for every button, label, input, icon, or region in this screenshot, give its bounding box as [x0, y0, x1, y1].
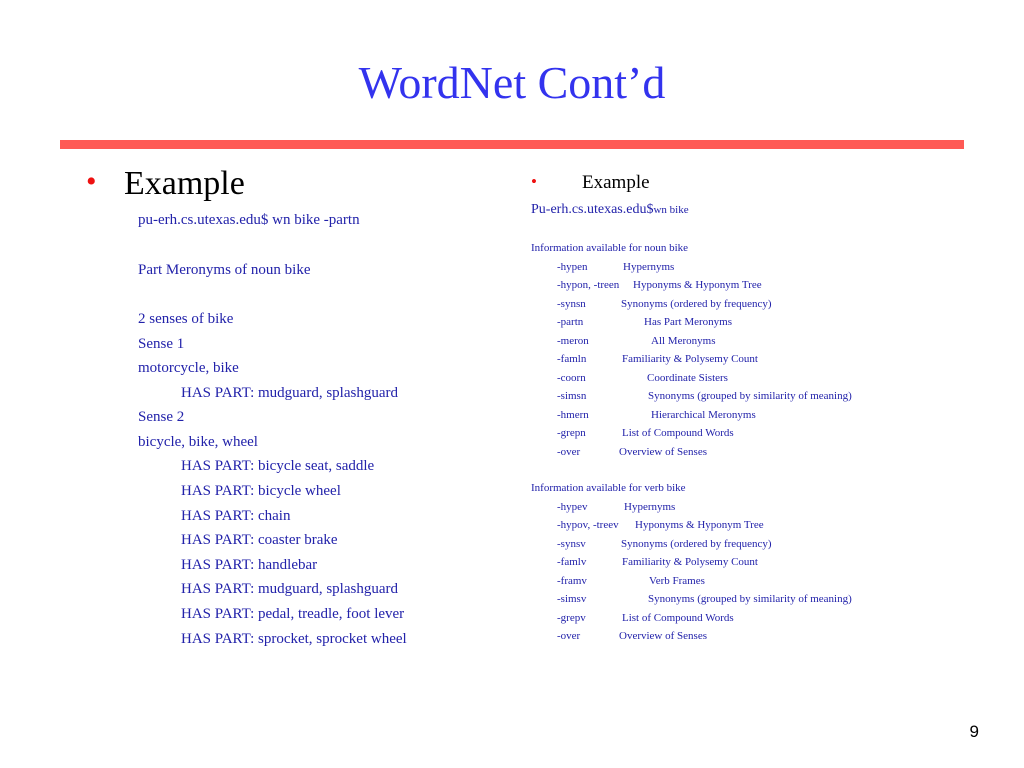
option-desc: Synonyms (grouped by similarity of meaning) — [648, 593, 852, 605]
option-desc: Hyponyms & Hyponym Tree — [633, 279, 762, 291]
has-part-line: HAS PART: mudguard, splashguard — [181, 581, 398, 597]
right-bullet-label: Example — [582, 172, 650, 193]
option-desc: Familiarity & Polysemy Count — [622, 353, 758, 365]
option-flag: -hypov, -treev — [557, 519, 619, 531]
option-flag: -over — [557, 446, 581, 458]
option-flag: -simsn — [557, 390, 587, 402]
option-flag: -meron — [557, 335, 589, 347]
sense-words: bicycle, bike, wheel — [138, 434, 258, 450]
noun-info-header: Information available for noun bike — [531, 242, 689, 254]
option-flag: -hmern — [557, 409, 589, 421]
option-flag: -synsv — [557, 538, 586, 550]
prompt-command: wn bike — [653, 204, 689, 216]
result-heading: Part Meronyms of noun bike — [138, 262, 311, 278]
option-desc: List of Compound Words — [622, 427, 734, 439]
option-desc: Hyponyms & Hyponym Tree — [635, 519, 764, 531]
option-desc: Hierarchical Meronyms — [651, 409, 756, 421]
sense-words: motorcycle, bike — [138, 360, 239, 376]
senses-count: 2 senses of bike — [138, 311, 234, 327]
option-desc: Overview of Senses — [619, 630, 707, 642]
option-desc: Familiarity & Polysemy Count — [622, 556, 758, 568]
title-divider — [60, 140, 964, 149]
option-flag: -framv — [557, 575, 587, 587]
option-flag: -coorn — [557, 372, 586, 384]
has-part-line: HAS PART: chain — [181, 508, 291, 524]
page-number: 9 — [969, 722, 979, 741]
has-part-line: HAS PART: mudguard, splashguard — [181, 385, 398, 401]
verb-info-header: Information available for verb bike — [531, 482, 686, 494]
has-part-line: HAS PART: bicycle wheel — [181, 483, 341, 499]
option-flag: -grepv — [557, 612, 586, 624]
option-desc: Synonyms (grouped by similarity of meaning) — [648, 390, 852, 402]
option-flag: -partn — [557, 316, 584, 328]
option-flag: -grepn — [557, 427, 586, 439]
slide-title: WordNet Cont’d — [358, 57, 666, 108]
option-flag: -famlv — [557, 556, 587, 568]
has-part-line: HAS PART: bicycle seat, saddle — [181, 458, 375, 474]
option-desc: Overview of Senses — [619, 446, 707, 458]
option-flag: -hypen — [557, 261, 588, 273]
option-desc: Synonyms (ordered by frequency) — [621, 298, 772, 310]
left-bullet-label: Example — [124, 165, 245, 202]
option-desc: Verb Frames — [649, 575, 705, 587]
option-flag: -hypev — [557, 501, 588, 513]
prompt-host: Pu-erh.cs.utexas.edu$ — [531, 202, 654, 217]
option-desc: Has Part Meronyms — [644, 316, 732, 328]
option-flag: -famln — [557, 353, 587, 365]
option-flag: -simsv — [557, 593, 587, 605]
option-desc: Hypernyms — [624, 501, 676, 513]
bullet-icon: • — [531, 172, 537, 191]
option-desc: Coordinate Sisters — [647, 372, 728, 384]
option-desc: List of Compound Words — [622, 612, 734, 624]
option-desc: All Meronyms — [651, 335, 716, 347]
option-desc: Hypernyms — [623, 261, 675, 273]
option-desc: Synonyms (ordered by frequency) — [621, 538, 772, 550]
option-flag: -hypon, -treen — [557, 279, 620, 291]
has-part-line: HAS PART: pedal, treadle, foot lever — [181, 606, 405, 622]
option-flag: -synsn — [557, 298, 586, 310]
bullet-icon: • — [86, 165, 97, 198]
right-command-line — [531, 201, 689, 219]
sense-label: Sense 2 — [138, 409, 185, 425]
has-part-line: HAS PART: sprocket, sprocket wheel — [181, 631, 407, 647]
has-part-line: HAS PART: coaster brake — [181, 532, 338, 548]
has-part-line: HAS PART: handlebar — [181, 557, 318, 573]
command-line: pu-erh.cs.utexas.edu$ wn bike -partn — [138, 212, 360, 228]
sense-label: Sense 1 — [138, 336, 185, 352]
option-flag: -over — [557, 630, 581, 642]
